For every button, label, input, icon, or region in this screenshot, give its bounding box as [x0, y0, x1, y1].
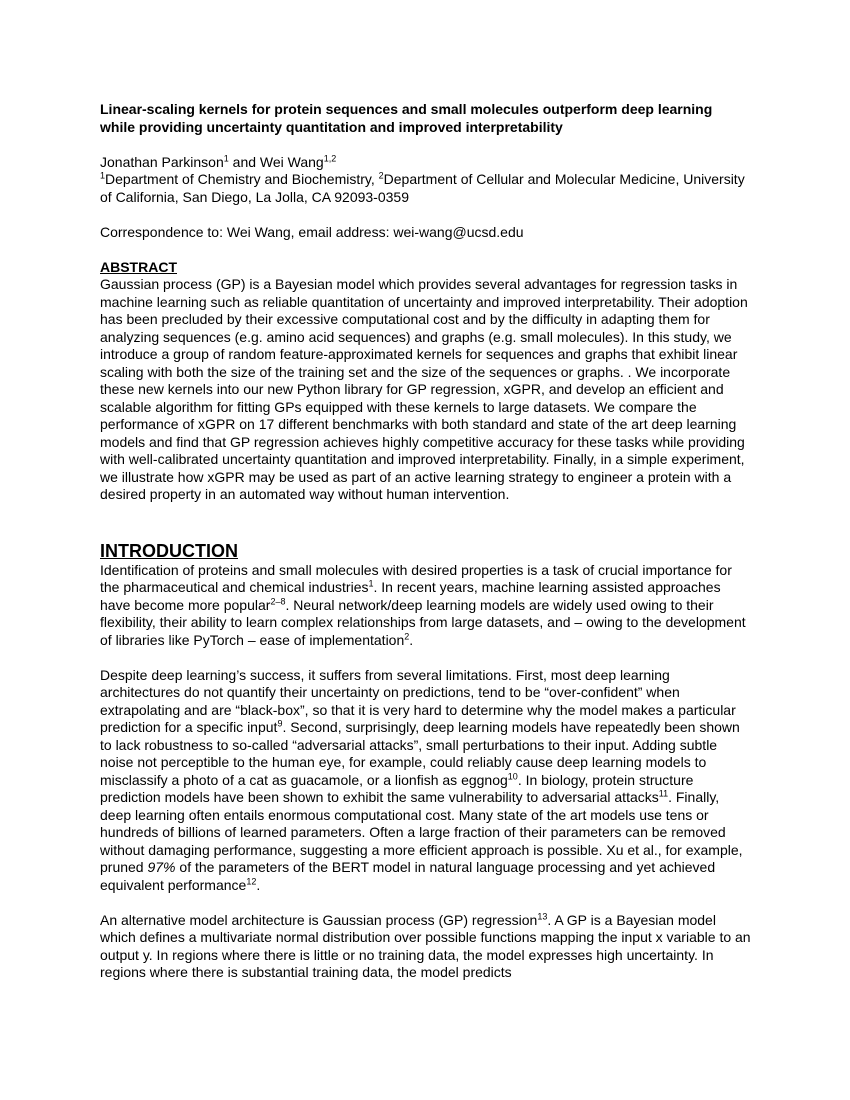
authors-line: Jonathan Parkinson$^1$ and Wei Wang$^{1,2}$: [100, 152, 337, 170]
abstract-heading: ABSTRACT: [100, 258, 177, 275]
paper-title: Linear-scaling kernels for protein sequences and small molecules outperform deep learning while providing uncertainty quantitation and improved interpretability: [100, 101, 713, 135]
introduction-paragraph: Identification of proteins and small molecules with desired properties is a task of crucial importance for the pharmaceutical and chemical industries$^1$. In recent years, machine learning assisted approaches have become more popular$^{2-8}$. Neural network/deep learning models are widely used owing to their flexibility, their ability to learn complex relationships from large datasets, and – owing to the development of libraries like PyTorch – ease of implementation$^2$.: [100, 561, 746, 648]
affiliation-line: $^1$Department of Chemistry and Biochemistry, $^2$Department of Cellular and Molecular Medicine, University of California, San Diego, La Jolla, CA 92093-0359: [100, 170, 745, 205]
correspondence-line: Correspondence to: Wei Wang, email address: wei-wang@ucsd.edu: [100, 223, 524, 240]
page-content: [100, 101, 751, 982]
introduction-paragraph: Despite deep learning’s success, it suffers from several limitations. First, most deep learning architectures do not quantify their uncertainty on predictions, tend to be “over-confident” when extrapolating and are “black-box”, so that it is very hard to determine why the model makes a particular prediction for a specific input$^9$. Second, surprisingly, deep learning models have repeatedly been shown to lack robustness to so-called “adversarial attacks”, small perturbations to their input. Adding subtle noise not perceptible to the human eye, for example, could reliably cause deep learning models to misclassify a photo of a cat as guacamole, or a lionfish as eggnog$^{10}$. In biology, protein structure prediction models have been shown to exhibit the same vulnerability to adversarial attacks$^{11}$. Finally, deep learning often entails enormous computational cost. Many state of the art models use tens or hundreds of billions of learned parameters. Often a large fraction of their parameters can be removed without damaging performance, suggesting a more efficient approach is possible. Xu et al., for example, pruned 97% of the parameters of the BERT model in natural language processing and yet achieved equivalent performance$^{12}$.: [100, 666, 743, 893]
introduction-heading: INTRODUCTION: [100, 540, 238, 561]
abstract-body: Gaussian process (GP) is a Bayesian model which provides several advantages for regression tasks in machine learning such as reliable quantitation of uncertainty and improved interpretability. Their adoption has been precluded by their excessive computational cost and by the difficulty in adapting them for analyzing sequences (e.g. amino acid sequences) and graphs (e.g. small molecules). In this study, we introduce a group of random feature-approximated kernels for sequences and graphs that exhibit linear scaling with both the size of the training set and the size of the sequences or graphs. . We incorporate these new kernels into our new Python library for GP regression, xGPR, and develop an efficient and scalable algorithm for fitting GPs equipped with these kernels to large datasets. We compare the performance of xGPR on 17 different benchmarks with both standard and state of the art deep learning models and find that GP regression achieves highly competitive accuracy for these tasks while providing with well-calibrated uncertainty quantitation and improved interpretability. Finally, in a simple experiment, we illustrate how xGPR may be used as part of an active learning strategy to engineer a protein with a desired property in an automated way without human intervention.: [100, 276, 748, 502]
introduction-paragraph: An alternative model architecture is Gaussian process (GP) regression$^{13}$. A GP is a Bayesian model which defines a multivariate normal distribution over possible functions mapping the input x variable to an output y. In regions where there is little or no training data, the model expresses high uncertainty. In regions where there is substantial training data, the model predicts: [100, 910, 751, 980]
